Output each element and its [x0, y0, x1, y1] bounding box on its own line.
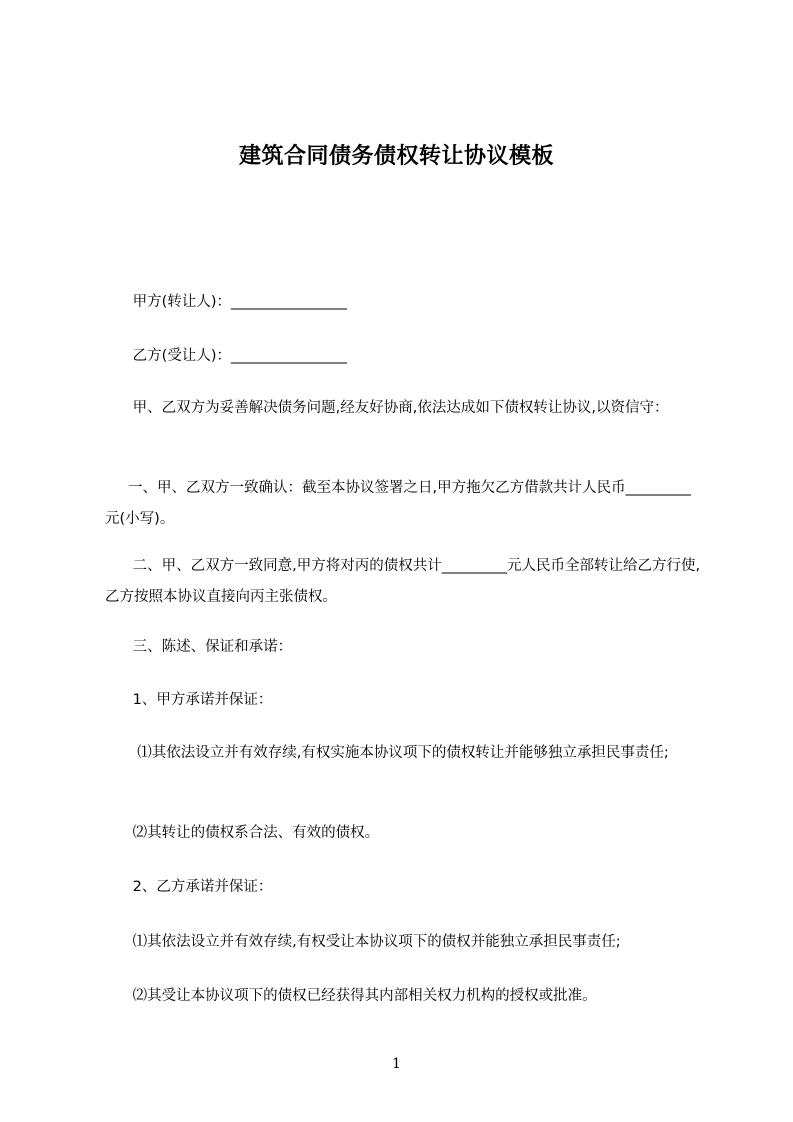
paragraph-party-b-warranty-2: ⑵其受让本协议项下的债权已经获得其内部相关权力机构的授权或批准。 — [105, 988, 597, 1004]
paragraph-clause-3-heading: 三、陈述、保证和承诺： — [105, 639, 293, 655]
paragraph-party-a-warranty-heading: 1、甲方承诺并保证： — [105, 692, 273, 708]
paragraph-party-b-warranty-heading: 2、乙方承诺并保证： — [105, 879, 273, 895]
paragraph-party-a-warranty-1: ⑴其依法设立并有效存续,有权实施本协议项下的债权转让并能够独立承担民事责任; — [105, 745, 669, 761]
paragraph-clause-2: 二、甲、乙双方一致同意,甲方将对丙的债权共计_________元人民币全部转让给乙方行使,乙方按照本协议直接向丙主张债权。 — [105, 558, 701, 605]
paragraph-clause-1: 一、甲、乙双方一致确认：截至本协议签署之日,甲方拖欠乙方借款共计人民币_________元(小写)。 — [105, 480, 691, 527]
page-number: 1 — [392, 1056, 401, 1072]
document-title: 建筑合同债务债权转让协议模板 — [238, 144, 554, 169]
paragraph-party-b-warranty-1: ⑴其依法设立并有效存续,有权受让本协议项下的债权并能独立承担民事责任; — [105, 934, 621, 950]
paragraph-party-b: 乙方(受让人)：________________ — [105, 348, 347, 364]
paragraph-preamble: 甲、乙双方为妥善解决债务问题,经友好协商,依法达成如下债权转让协议,以资信守： — [105, 400, 669, 416]
paragraph-party-a: 甲方(转让人)：________________ — [105, 294, 347, 310]
paragraph-party-a-warranty-2: ⑵其转让的债权系合法、有效的债权。 — [105, 825, 380, 841]
